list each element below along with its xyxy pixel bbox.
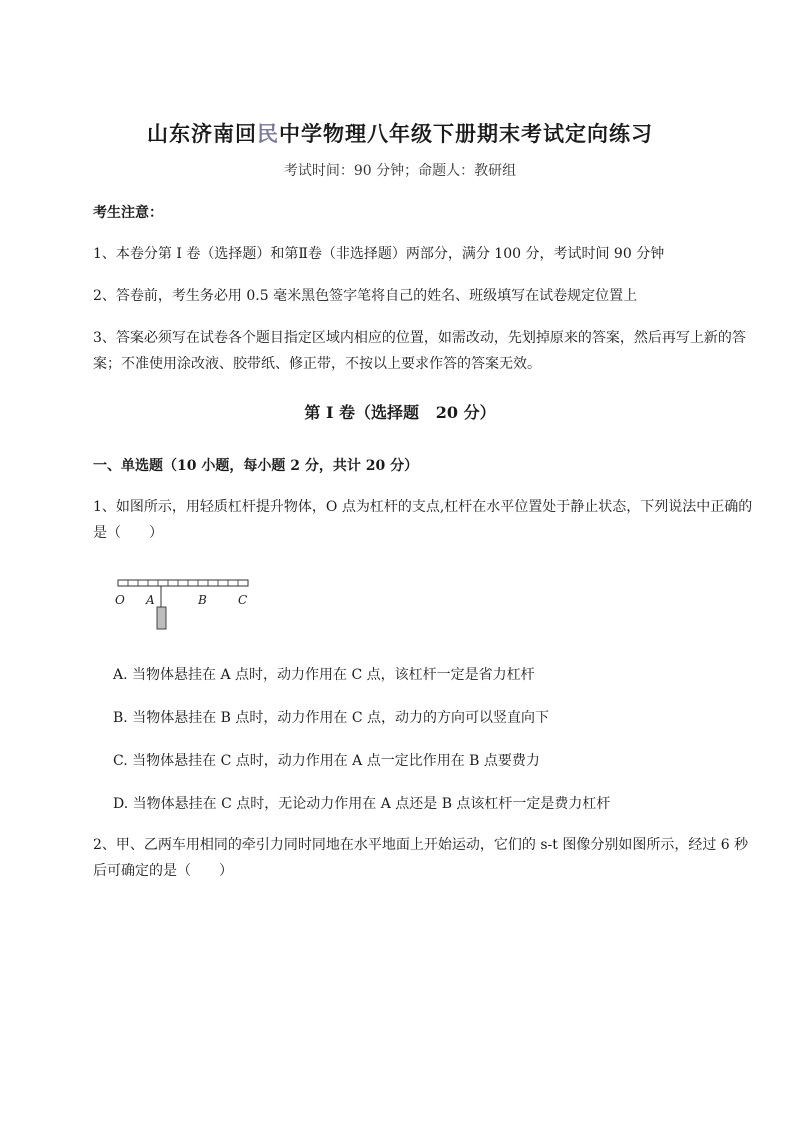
section-title: 第 I 卷（选择题 20 分） (304, 403, 496, 422)
question-1-stem: 1、如图所示，用轻质杠杆提升物体，O 点为杠杆的支点,杠杆在水平位置处于静止状态，下列说法中正确的是（ ） (93, 499, 753, 541)
title-part-1: 山东济南回 (147, 121, 257, 146)
question-2-stem: 2、甲、乙两车用相同的牵引力同时同地在水平地面上开始运动，它们的 s-t 图像分别如图所示，经过 6 秒后可确定的是（ ） (93, 837, 749, 879)
notice-item-3: 3、答案必须写在试卷各个题目指定区域内相应的位置，如需改动，先划掉原来的答案，然后再写上新的答案；不准使用涂改液、胶带纸、修正带，不按以上要求作答的答案无效。 (93, 330, 746, 372)
question-1-option-a: A. 当物体悬挂在 A 点时，动力作用在 C 点，该杠杆一定是省力杠杆 (113, 667, 535, 683)
notice-item-2: 2、答卷前，考生务必用 0.5 毫米黑色签字笔将自己的姓名、班级填写在试卷规定位置上 (93, 288, 638, 304)
question-1-option-b: B. 当物体悬挂在 B 点时，动力作用在 C 点，动力的方向可以竖直向下 (113, 710, 549, 726)
label-b: B (198, 593, 207, 607)
label-a: A (146, 593, 155, 607)
title-watermark-char: 民 (257, 121, 279, 146)
notice-heading: 考生注意： (93, 205, 163, 221)
question-1-option-c: C. 当物体悬挂在 C 点时，动力作用在 A 点一定比作用在 B 点要费力 (113, 753, 540, 769)
notice-item-1: 1、本卷分第 I 卷（选择题）和第Ⅱ卷（非选择题）两部分，满分 100 分，考试时间 90 分钟 (93, 246, 665, 262)
question-1-option-d: D. 当物体悬挂在 C 点时，无论动力作用在 A 点还是 B 点该杠杆一定是费力杠杆 (113, 796, 611, 812)
part-heading: 一、单选题（10 小题，每小题 2 分，共计 20 分） (93, 458, 419, 474)
lever-diagram (110, 575, 270, 635)
title-part-2: 中学物理八年级下册期末考试定向练习 (279, 121, 653, 146)
exam-subtitle: 考试时间：90 分钟；命题人：教研组 (283, 163, 517, 179)
label-o: O (115, 593, 125, 607)
label-c: C (238, 593, 248, 607)
page-title (0, 118, 800, 148)
lever-bar (118, 580, 248, 586)
hanging-weight (157, 607, 166, 629)
